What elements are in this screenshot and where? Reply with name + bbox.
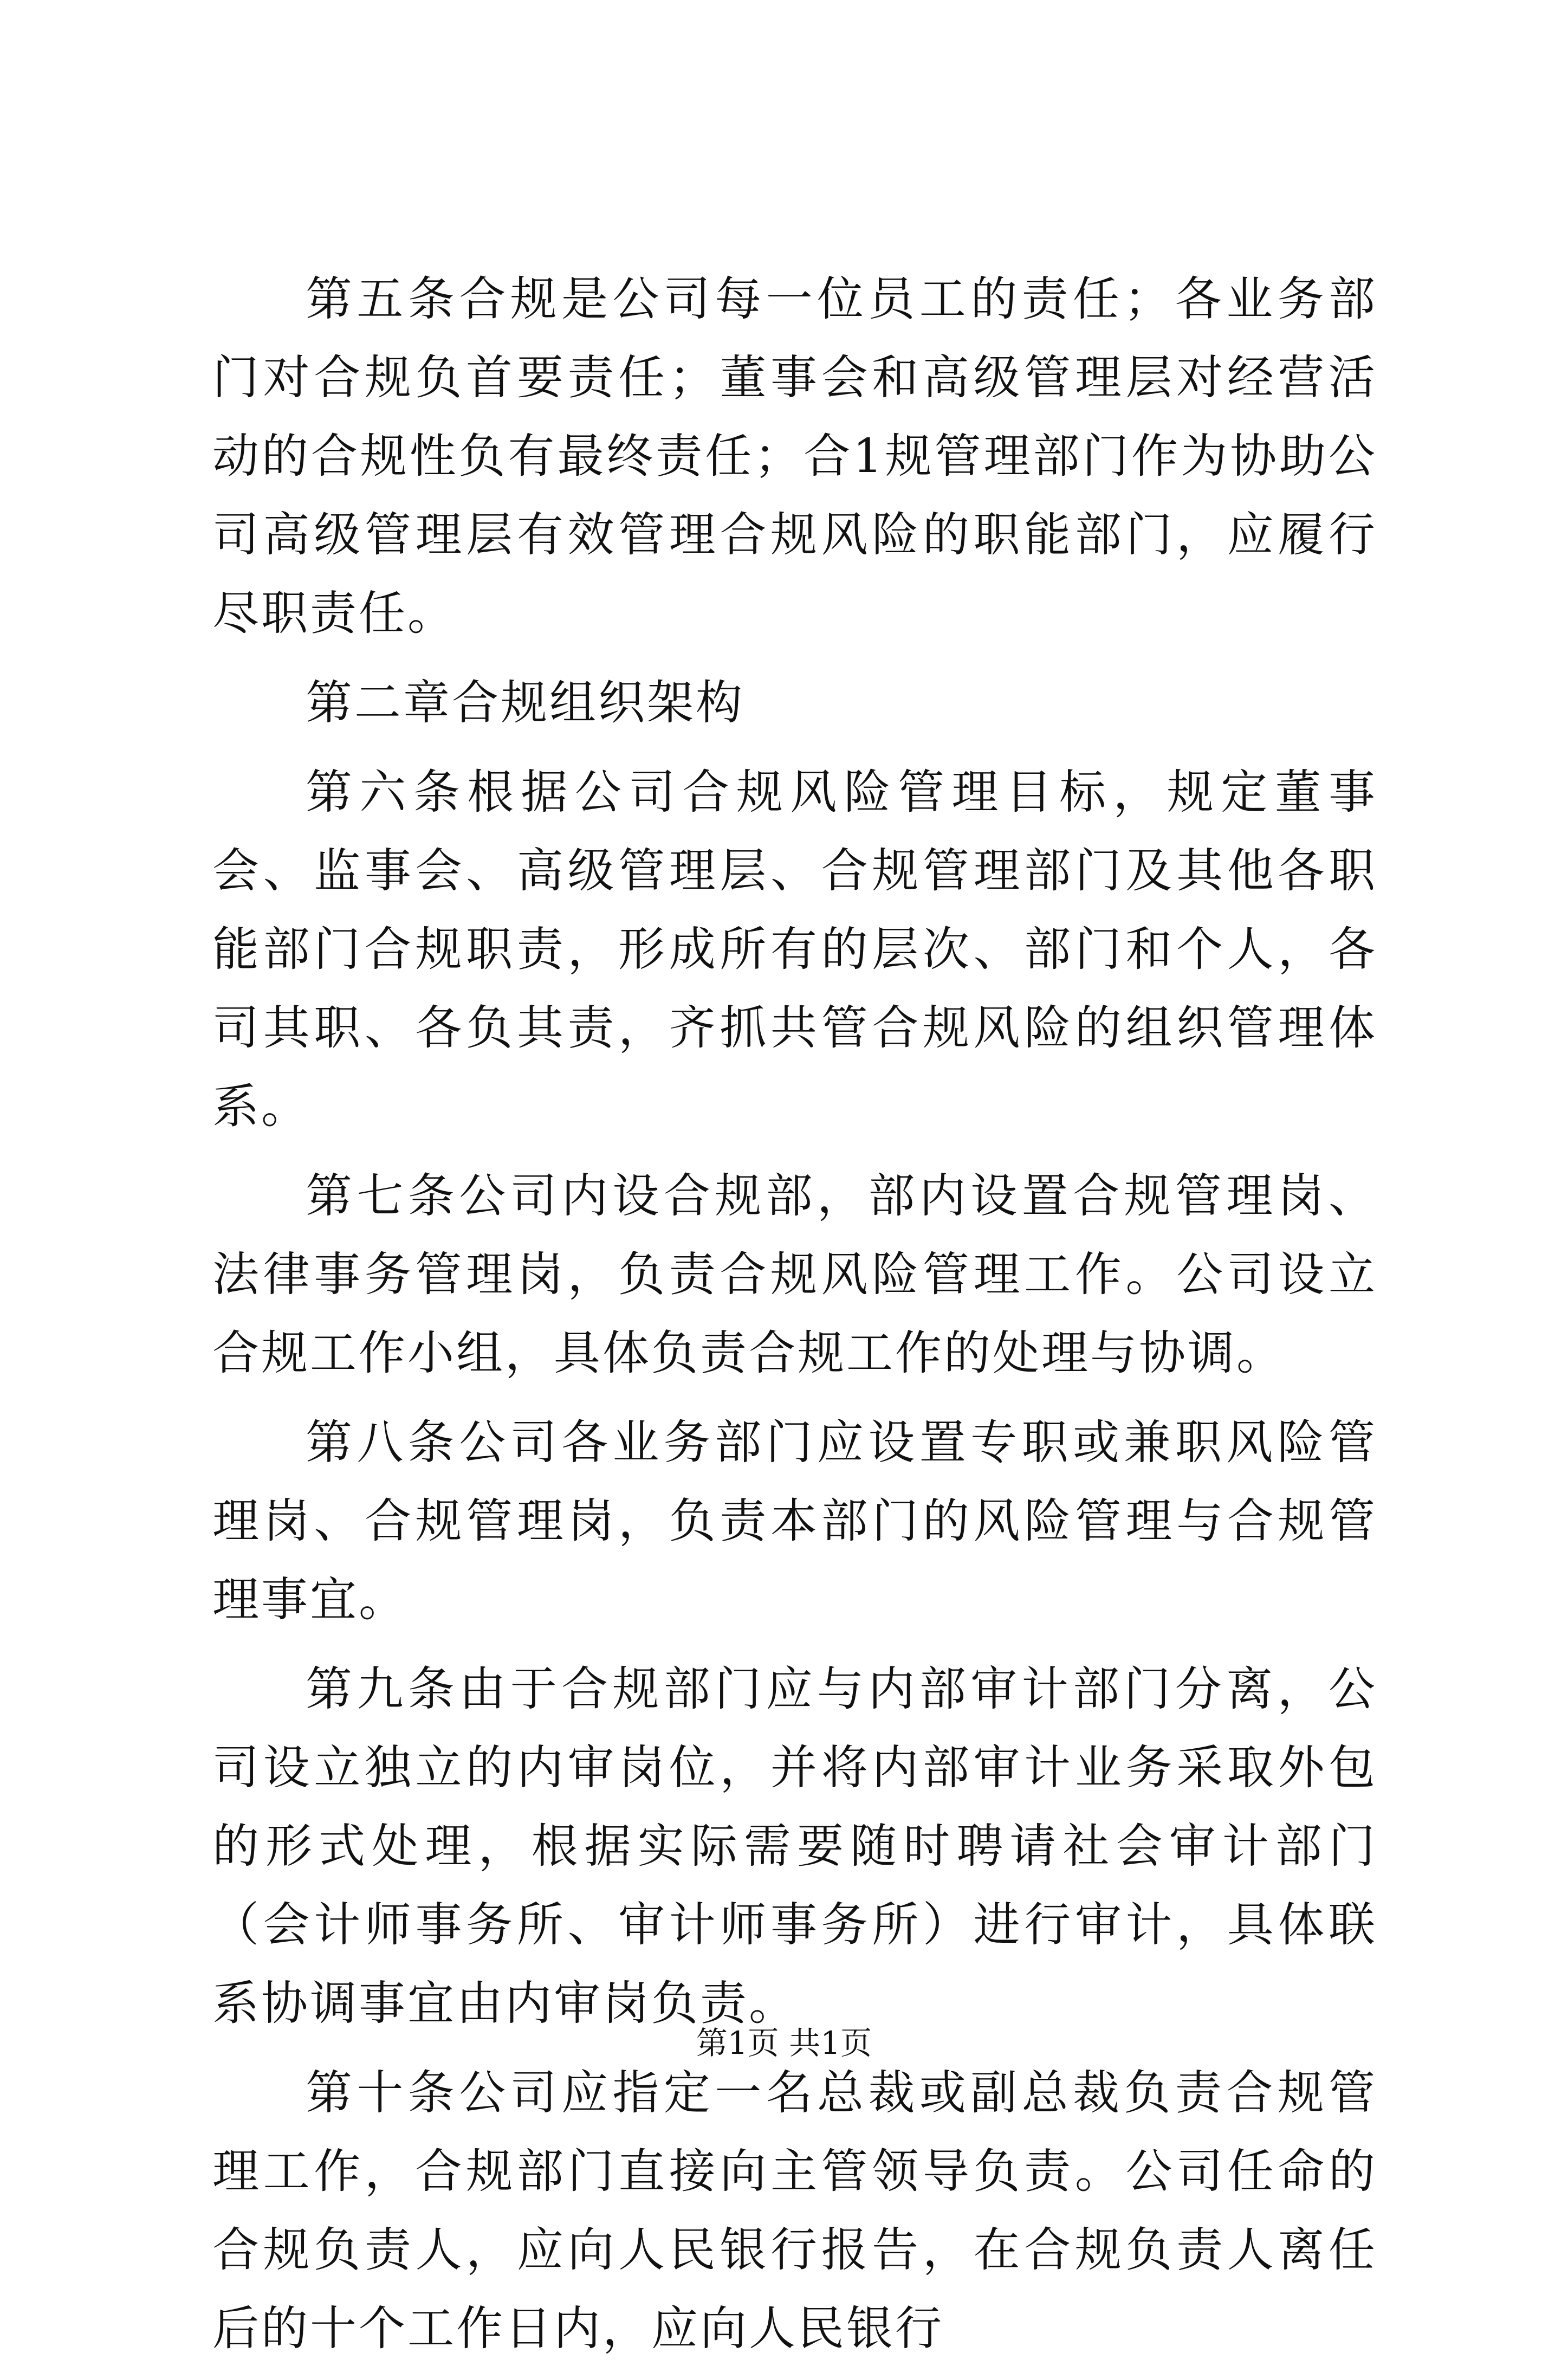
article-6-paragraph: 第六条根据公司合规风险管理目标，规定董事会、监事会、高级管理层、合规管理部门及其他各职能部门合规职责，形成所有的层次、部门和个人，各司其职、各负其责，齐抓共管合规风险的组织管理体系。: [212, 765, 1377, 1134]
article-9-paragraph: 第九条由于合规部门应与内部审计部门分离，公司设立独立的内审岗位，并将内部审计业务采取外包的形式处理，根据实际需要随时聘请社会审计部门（会计师事务所、审计师事务所）进行审计，具体联系协调事宜由内审岗负责。: [212, 1662, 1377, 2031]
page-footer: 第1页 共1页: [696, 2025, 872, 2061]
chapter-2-heading: 第二章合规组织架构: [306, 676, 744, 730]
article-8-paragraph: 第八条公司各业务部门应设置专职或兼职风险管理岗、合规管理岗，负责本部门的风险管理与合规管理事宜。: [212, 1415, 1377, 1627]
article-5-paragraph: 第五条合规是公司每一位员工的责任；各业务部门对合规负首要责任；董事会和高级管理层对经营活动的合规性负有最终责任；合1规管理部门作为协助公司高级管理层有效管理合规风险的职能部门，应履行尽职责任。: [212, 272, 1377, 641]
article-10-paragraph: 第十条公司应指定一名总裁或副总裁负责合规管理工作，合规部门直接向主管领导负责。公司任命的合规负责人，应向人民银行报告，在合规负责人离任后的十个工作日内，应向人民银行: [212, 2066, 1377, 2356]
article-7-paragraph: 第七条公司内设合规部，部内设置合规管理岗、法律事务管理岗，负责合规风险管理工作。公司设立合规工作小组，具体负责合规工作的处理与协调。: [212, 1169, 1377, 1380]
